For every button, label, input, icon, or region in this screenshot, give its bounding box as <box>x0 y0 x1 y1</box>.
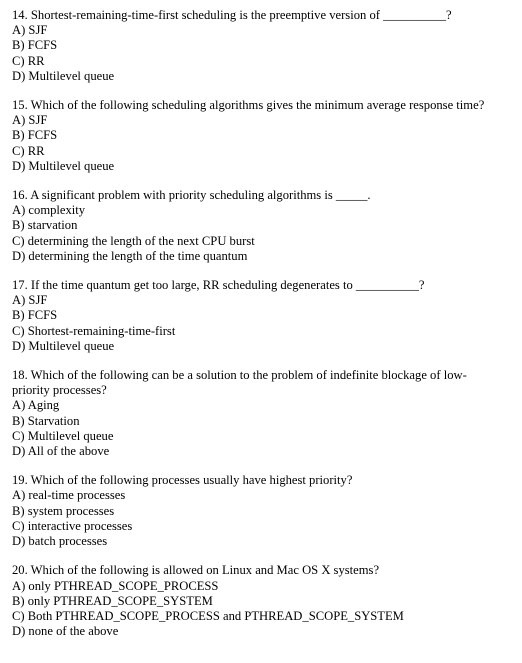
option-b: B) FCFS <box>12 38 58 53</box>
option-a: A) real-time processes <box>12 488 126 503</box>
question-text: 18. Which of the following can be a solution to the problem of indefinite blockage of low-priority processes? <box>12 368 467 398</box>
question-text: 16. A significant problem with priority scheduling algorithms is _____. <box>12 188 371 203</box>
option-c: C) Multilevel queue <box>12 428 114 443</box>
option-a: A) Aging <box>12 398 60 413</box>
question-text: 20. Which of the following is allowed on Linux and Mac OS X systems? <box>12 563 380 578</box>
option-c: C) determining the length of the next CPU burst <box>12 233 255 248</box>
option-a: A) SJF <box>12 23 48 38</box>
option-d: D) none of the above <box>12 624 119 639</box>
option-b: B) starvation <box>12 218 78 233</box>
option-b: B) system processes <box>12 503 115 518</box>
question-text: 14. Shortest-remaining-time-first scheduling is the preemptive version of __________? <box>12 8 452 22</box>
option-a: A) SJF <box>12 113 48 128</box>
option-a: A) complexity <box>12 203 86 218</box>
option-a: A) only PTHREAD_SCOPE_PROCESS <box>12 578 219 593</box>
option-d: D) All of the above <box>12 444 110 459</box>
option-b: B) Starvation <box>12 413 80 428</box>
option-c: C) RR <box>12 143 45 158</box>
option-d: D) Multilevel queue <box>12 158 115 173</box>
option-c: C) Shortest-remaining-time-first <box>12 323 176 338</box>
option-b: B) FCFS <box>12 128 58 143</box>
option-c: C) RR <box>12 53 45 68</box>
question-text: 19. Which of the following processes usually have highest priority? <box>12 473 353 488</box>
option-b: B) FCFS <box>12 308 58 323</box>
question-20 <box>12 563 516 639</box>
option-c: C) Both PTHREAD_SCOPE_PROCESS and PTHREAD_SCOPE_SYSTEM <box>12 608 404 623</box>
question-text: 17. If the time quantum get too large, RR scheduling degenerates to __________? <box>12 278 425 293</box>
option-d: D) determining the length of the time quantum <box>12 248 248 263</box>
question-18 <box>12 368 516 459</box>
option-b: B) only PTHREAD_SCOPE_SYSTEM <box>12 593 213 608</box>
question-16 <box>12 188 516 264</box>
option-c: C) interactive processes <box>12 518 133 533</box>
question-14 <box>12 8 516 84</box>
question-text: 15. Which of the following scheduling algorithms gives the minimum average response time? <box>12 98 485 113</box>
question-19 <box>12 473 516 549</box>
option-d: D) batch processes <box>12 534 108 549</box>
option-a: A) SJF <box>12 293 48 308</box>
option-d: D) Multilevel queue <box>12 338 115 353</box>
question-17 <box>12 278 516 354</box>
question-15 <box>12 98 516 174</box>
quiz-document <box>12 8 516 653</box>
option-d: D) Multilevel queue <box>12 68 115 83</box>
